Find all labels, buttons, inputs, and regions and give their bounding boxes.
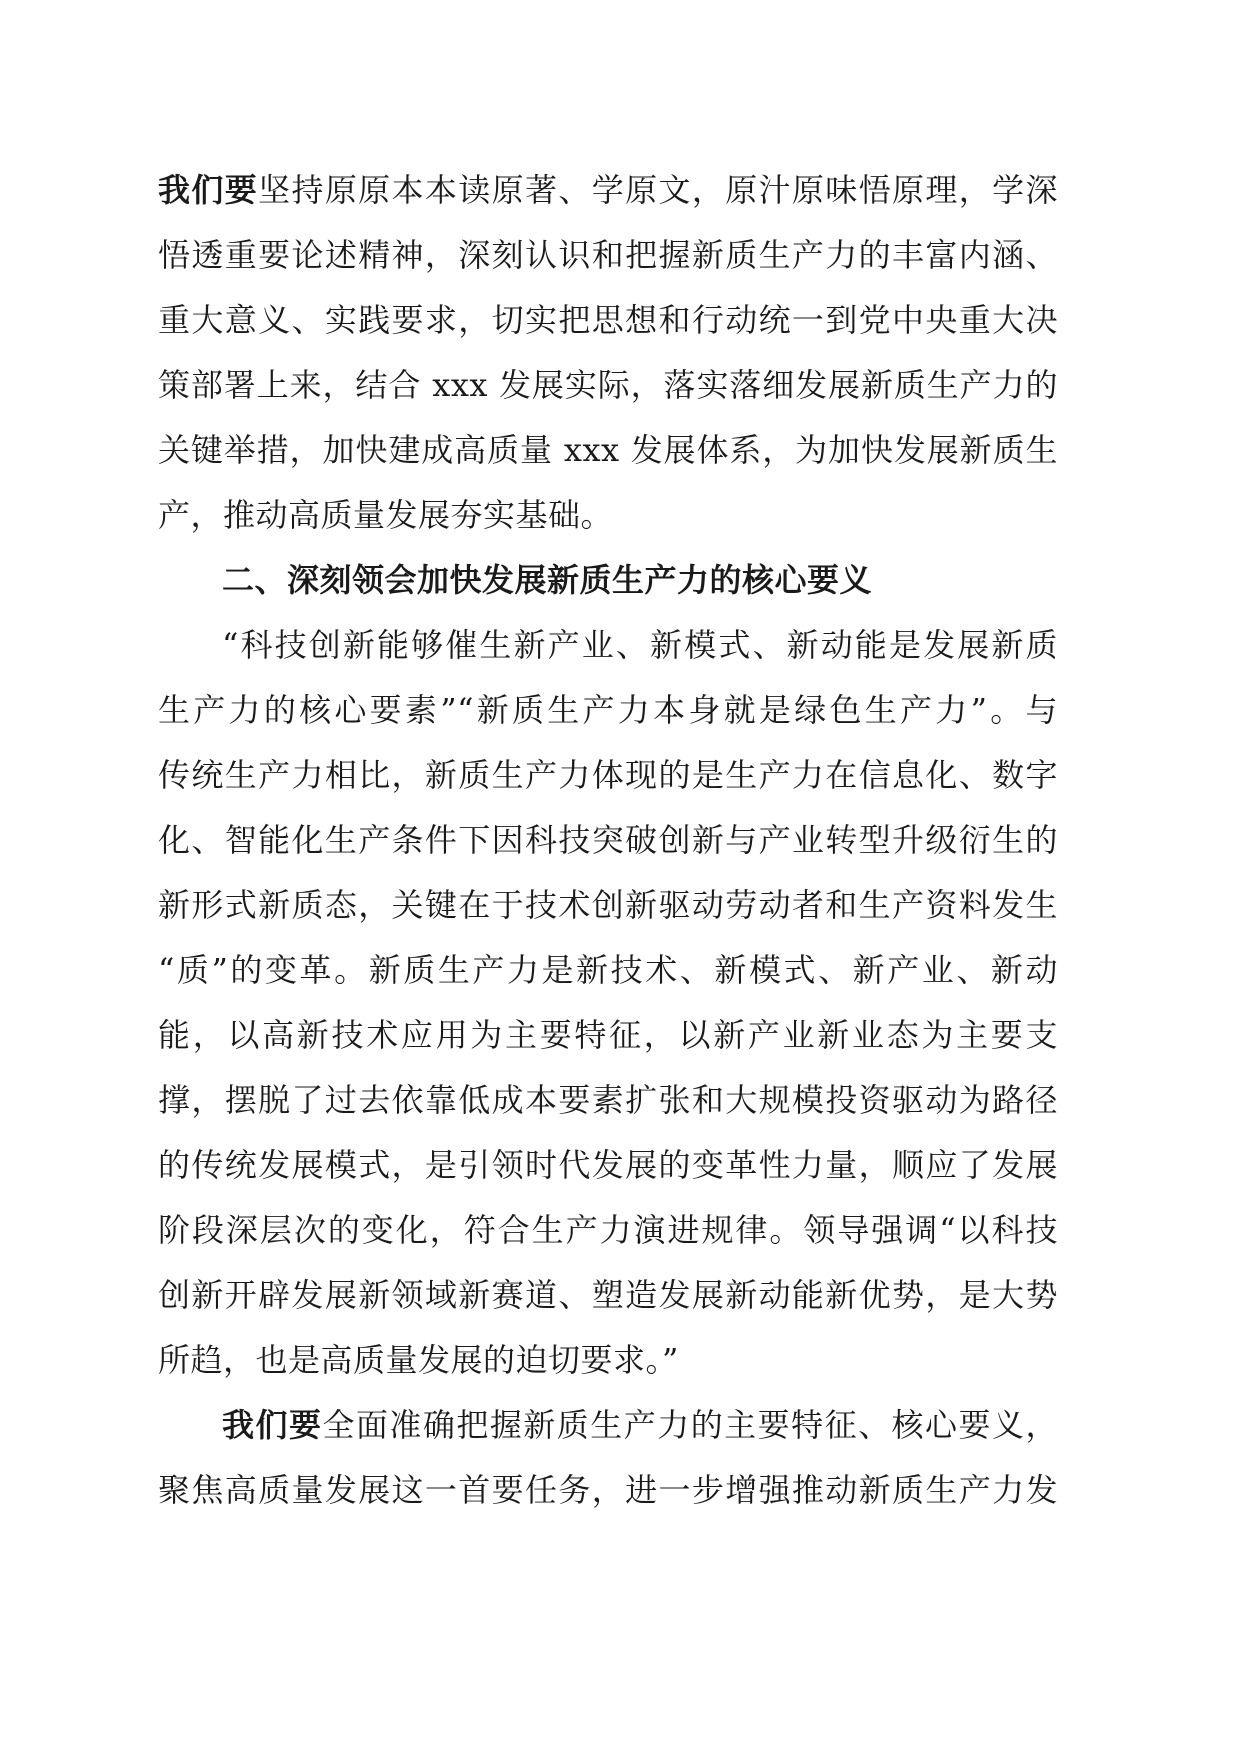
para2-line-9: 的传统发展模式，是引领时代发展的变革性力量，顺应了发展 bbox=[158, 1146, 1058, 1184]
para3-lead: 我们要 bbox=[222, 1406, 323, 1444]
para2-line-12: 所趋，也是高质量发展的迫切要求。” bbox=[158, 1341, 679, 1379]
para1-line-4: 策部署上来，结合 xxx 发展实际，落实落细发展新质生产力的 bbox=[158, 366, 1058, 404]
para1-lead: 我们要 bbox=[158, 171, 259, 209]
para2-line-7: 能，以高新技术应用为主要特征，以新产业新业态为主要支 bbox=[158, 1016, 1058, 1054]
para2-line-10: 阶段深层次的变化，符合生产力演进规律。领导强调“以科技 bbox=[158, 1211, 1058, 1249]
para1-line-3: 重大意义、实践要求，切实把思想和行动统一到党中央重大决 bbox=[158, 301, 1058, 339]
para2-line-8: 撑，摆脱了过去依靠低成本要素扩张和大规模投资驱动为路径 bbox=[158, 1081, 1058, 1119]
para2-line-3: 传统生产力相比，新质生产力体现的是生产力在信息化、数字 bbox=[158, 756, 1058, 794]
para1-line-5: 关键举措，加快建成高质量 xxx 发展体系，为加快发展新质生 bbox=[158, 431, 1058, 469]
para2-line-1: “科技创新能够催生新产业、新模式、新动能是发展新质 bbox=[222, 626, 1058, 664]
para1-line-6: 产，推动高质量发展夯实基础。 bbox=[158, 496, 614, 534]
para1-line-1-text: 坚持原原本本读原著、学原文，原汁原味悟原理，学深 bbox=[258, 171, 1058, 209]
para3-line-1 bbox=[158, 1393, 1058, 1458]
para2-line-5: 新形式新质态，关键在于技术创新驱动劳动者和生产资料发生 bbox=[158, 886, 1058, 924]
para2-line-11: 创新开辟发展新领域新赛道、塑造发展新动能新优势，是大势 bbox=[158, 1276, 1058, 1314]
para2-line-2: 生产力的核心要素”“新质生产力本身就是绿色生产力”。与 bbox=[158, 691, 1058, 729]
para1-line-1 bbox=[158, 158, 1058, 223]
para2-line-6: “质”的变革。新质生产力是新技术、新模式、新产业、新动 bbox=[158, 951, 1058, 989]
section-heading: 二、深刻领会加快发展新质生产力的核心要义 bbox=[222, 561, 873, 599]
para3-line-2: 聚焦高质量发展这一首要任务，进一步增强推动新质生产力发 bbox=[158, 1471, 1058, 1509]
para2-line-4: 化、智能化生产条件下因科技突破创新与产业转型升级衍生的 bbox=[158, 821, 1058, 859]
para3-line-1-text: 全面准确把握新质生产力的主要特征、核心要义， bbox=[322, 1406, 1058, 1444]
para1-line-2: 悟透重要论述精神，深刻认识和把握新质生产力的丰富内涵、 bbox=[158, 236, 1058, 274]
document-page bbox=[158, 158, 1058, 1523]
